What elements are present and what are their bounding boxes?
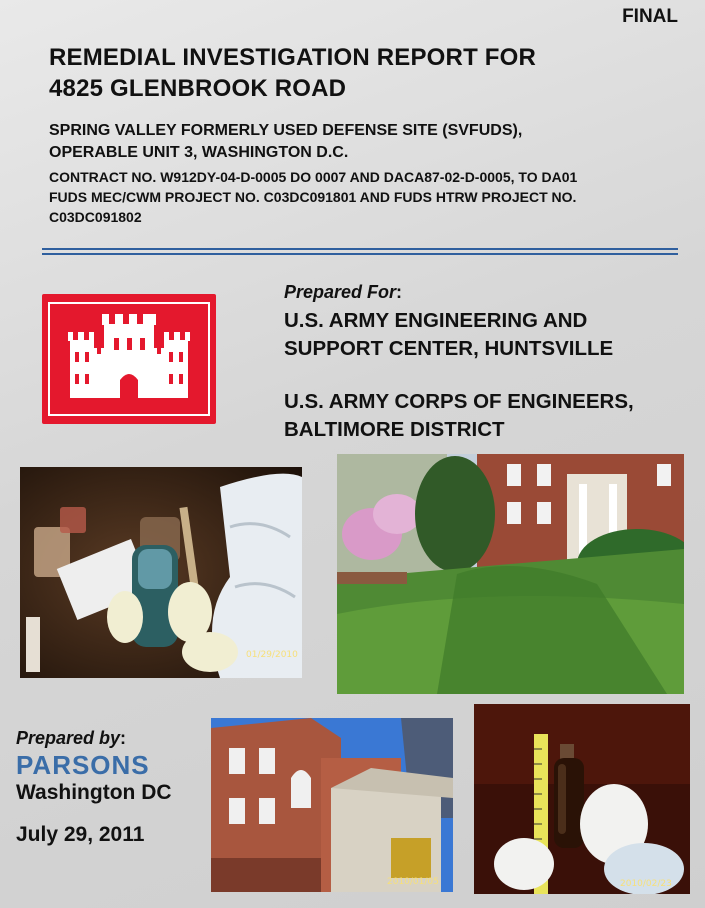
photo-brick-house [211, 718, 453, 892]
divider-top [42, 248, 678, 250]
prepared-for-label [284, 282, 402, 303]
title-line-2: 4825 GLENBROOK ROAD [49, 75, 347, 102]
contract-info [49, 167, 689, 227]
client-2-line-1: U.S. ARMY CORPS OF ENGINEERS, [284, 390, 634, 413]
parsons-logo: PARSONS [16, 750, 150, 780]
subtitle-line-2: OPERABLE UNIT 3, WASHINGTON D.C. [49, 144, 349, 161]
preparer-city: Washington DC [16, 781, 172, 804]
usace-castle-logo [42, 294, 216, 424]
castle-icon [42, 294, 216, 424]
client-huntsville [284, 307, 613, 363]
sample-photo-stamp: 2010/02/23 [620, 879, 672, 889]
client-1-line-1: U.S. ARMY ENGINEERING AND [284, 309, 588, 332]
contract-line-2: FUDS MEC/CWM PROJECT NO. C03DC091801 AND FUDS HTRW PROJECT NO. [49, 189, 577, 205]
prepared-by-colon: : [120, 728, 127, 748]
jar-photo-stamp: 01/29/2010 [246, 650, 298, 660]
prepared-for-colon: : [396, 282, 403, 302]
prepared-by-label [16, 728, 126, 749]
report-subtitle [49, 120, 522, 164]
client-1-line-2: SUPPORT CENTER, HUNTSVILLE [284, 337, 614, 360]
report-title [49, 42, 536, 104]
prepared-by-text: Prepared by [16, 728, 121, 748]
subtitle-line-1: SPRING VALLEY FORMERLY USED DEFENSE SITE (SVFUDS), [49, 122, 523, 139]
photo-sample-bottle [474, 704, 690, 894]
contract-line-1: CONTRACT NO. W912DY-04-D-0005 DO 0007 AND DACA87-02-D-0005, TO DA01 [49, 169, 578, 185]
photo-house-yard [337, 454, 684, 694]
client-baltimore [284, 388, 634, 444]
divider-bottom [42, 253, 678, 255]
status-label: FINAL [622, 6, 678, 27]
photo-jar-sample [20, 467, 302, 678]
client-2-line-2: BALTIMORE DISTRICT [284, 418, 505, 441]
prepared-for-text: Prepared For [284, 282, 397, 302]
house-photo-stamp: 2010/01/05 [387, 877, 439, 887]
title-line-1: REMEDIAL INVESTIGATION REPORT FOR [49, 44, 537, 71]
contract-line-3: C03DC091802 [49, 209, 142, 225]
report-date: July 29, 2011 [16, 823, 145, 846]
